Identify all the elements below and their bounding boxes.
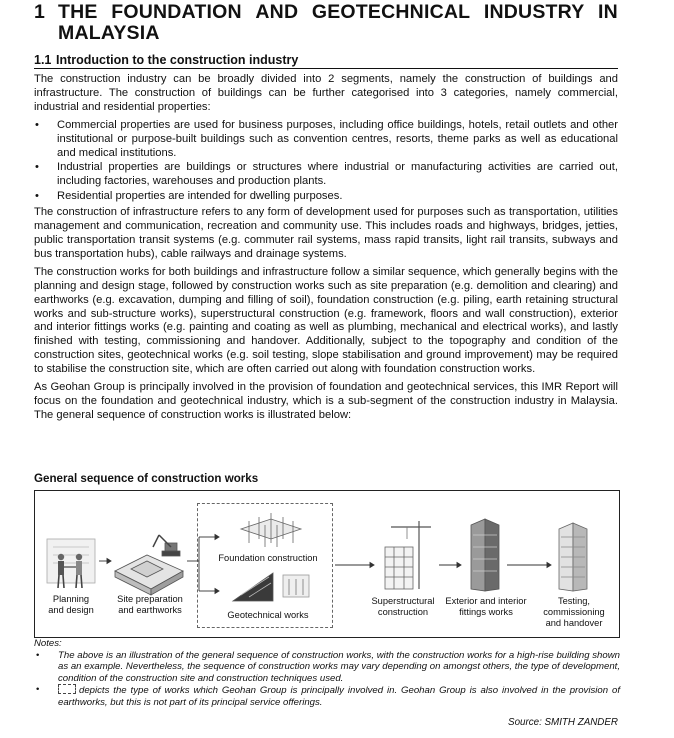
foundation-piles-icon: [241, 513, 301, 547]
label-line: Exterior and interior: [445, 596, 527, 606]
notes-title: Notes:: [34, 638, 62, 649]
branch-arrows: [187, 535, 219, 594]
label-superstructural: [361, 596, 445, 618]
figure-title: General sequence of construction works: [34, 472, 259, 485]
label-line: commissioning: [543, 607, 605, 617]
heading-word: GEOTECHNICAL: [311, 1, 471, 23]
label-line: Site preparation: [117, 594, 183, 604]
label-line: and design: [48, 605, 94, 615]
paragraph-intro: The construction industry can be broadly divided into 2 segments, namely the construction of buildings and infrastructure. The construction of buildings can be further categorised into 3 categories, namely commercial, industrial and residential properties:: [34, 73, 618, 113]
heading-word: FOUNDATION: [111, 1, 242, 23]
source-credit: Source: SMITH ZANDER: [508, 717, 618, 728]
exterior-tower-icon: [471, 519, 499, 591]
notes-list: [34, 650, 620, 709]
section-number: 1.1: [34, 53, 52, 67]
superstructure-frame-icon: [385, 521, 431, 589]
label-line: and handover: [545, 618, 603, 628]
chapter-heading: [34, 2, 618, 44]
heading-word: INDUSTRY: [483, 1, 585, 23]
label-testing: [533, 596, 615, 629]
note-1: • The above is an illustration of the general sequence of construction works, with the construction works for a high-rise building shown as an example. Nevertheless, the sequence of construction works may vary depending on amongst others, the type of development, condition of the construction site and construction techniques used.: [34, 650, 620, 685]
completed-building-icon: [559, 523, 587, 591]
label-line: Superstructural: [371, 596, 435, 606]
label-line: and earthworks: [118, 605, 182, 615]
bullet-commercial: • Commercial properties are used for business purposes, including office buildings, hotels, retail outlets and other institutional or purpose-built buildings such as convention centres, resorts, theme parks as well as educational and medical institutions.: [34, 119, 618, 161]
label-geotechnical: Geotechnical works: [227, 610, 309, 620]
label-exterior: [439, 596, 533, 618]
label-foundation: Foundation construction: [218, 553, 318, 563]
label-line: construction: [377, 607, 429, 617]
label-line: Planning: [52, 594, 90, 604]
sequence-diagram: [34, 490, 620, 638]
heading-word: IN: [598, 1, 618, 23]
label-line: fittings works: [459, 607, 513, 617]
site-preparation-icon: [115, 535, 183, 595]
label-site-preparation: [109, 594, 191, 616]
section-title: Introduction to the construction industry: [56, 53, 299, 67]
heading-word: AND: [255, 1, 299, 23]
label-planning: [39, 594, 103, 616]
section-heading: [34, 53, 618, 69]
property-bullet-list: [34, 119, 618, 204]
geotechnical-slope-icon: [233, 573, 309, 601]
arrow-3: [439, 563, 461, 568]
heading-word: THE: [58, 1, 98, 23]
dashed-box-legend-icon: [58, 684, 76, 694]
paragraph-geohan: As Geohan Group is principally involved in the provision of foundation and geotechnical services, this IMR Report will focus on the foundation and geotechnical industry, which is a sub-segment of the construction industry in Malaysia. The general sequence of construction works is illustrated below:: [34, 381, 618, 421]
figure-notes: [34, 638, 620, 709]
chapter-heading-line1: [34, 2, 618, 23]
arrow-1: [99, 559, 111, 564]
planning-people-icon: [47, 539, 95, 588]
chapter-heading-line2: MALAYSIA: [58, 22, 160, 44]
chapter-number: 1: [34, 1, 46, 23]
arrow-4: [507, 563, 551, 568]
note-2-text: depicts the type of works which Geohan Group is principally involved in. Geohan Group is also involved in the provision of earthworks, but this is not part of its principal service offerings.: [58, 685, 620, 708]
note-2: [34, 684, 620, 708]
bullet-residential: • Residential properties are intended for dwelling purposes.: [34, 190, 618, 204]
label-line: Testing,: [557, 596, 591, 606]
paragraph-infrastructure: The construction of infrastructure refers to any form of development used for purposes such as transportation, utilities management and communication, recreation and community use. This includes roads and highways, bridges, jetties, public transportation transit systems (e.g. commuter rail systems, mass rapid transits, light rail transits, subways and bus transportation hubs), cable railways and drainage systems.: [34, 206, 618, 260]
bullet-industrial: • Industrial properties are buildings or structures where industrial or manufacturing activities are carried out, including factories, warehouses and production plants.: [34, 161, 618, 189]
arrow-2: [335, 563, 374, 568]
body-text: [34, 73, 618, 427]
paragraph-construction-works: The construction works for both buildings and infrastructure follow a similar sequence, which generally begins with the planning and design stage, followed by construction works such as site preparation (e.g. demolition and clearing) and earthworks (e.g. excavation, dumping and filling of soil), foundation construction (e.g. piling, earth retaining structural works and sub-structure works), superstructural construction (e.g. framework, floors and wall construction), exterior and interior fittings works (e.g. painting and coating as well as plumbing, mechanical and electrical works), and lastly finished with testing, commissioning and handover. Additionally, subject to the topography and condition of the construction sites, geotechnical works (e.g. soil testing, slope stabilisation and ground improvement) may be required to stabilise the construction site, which are often carried out along with foundation construction works.: [34, 265, 618, 376]
